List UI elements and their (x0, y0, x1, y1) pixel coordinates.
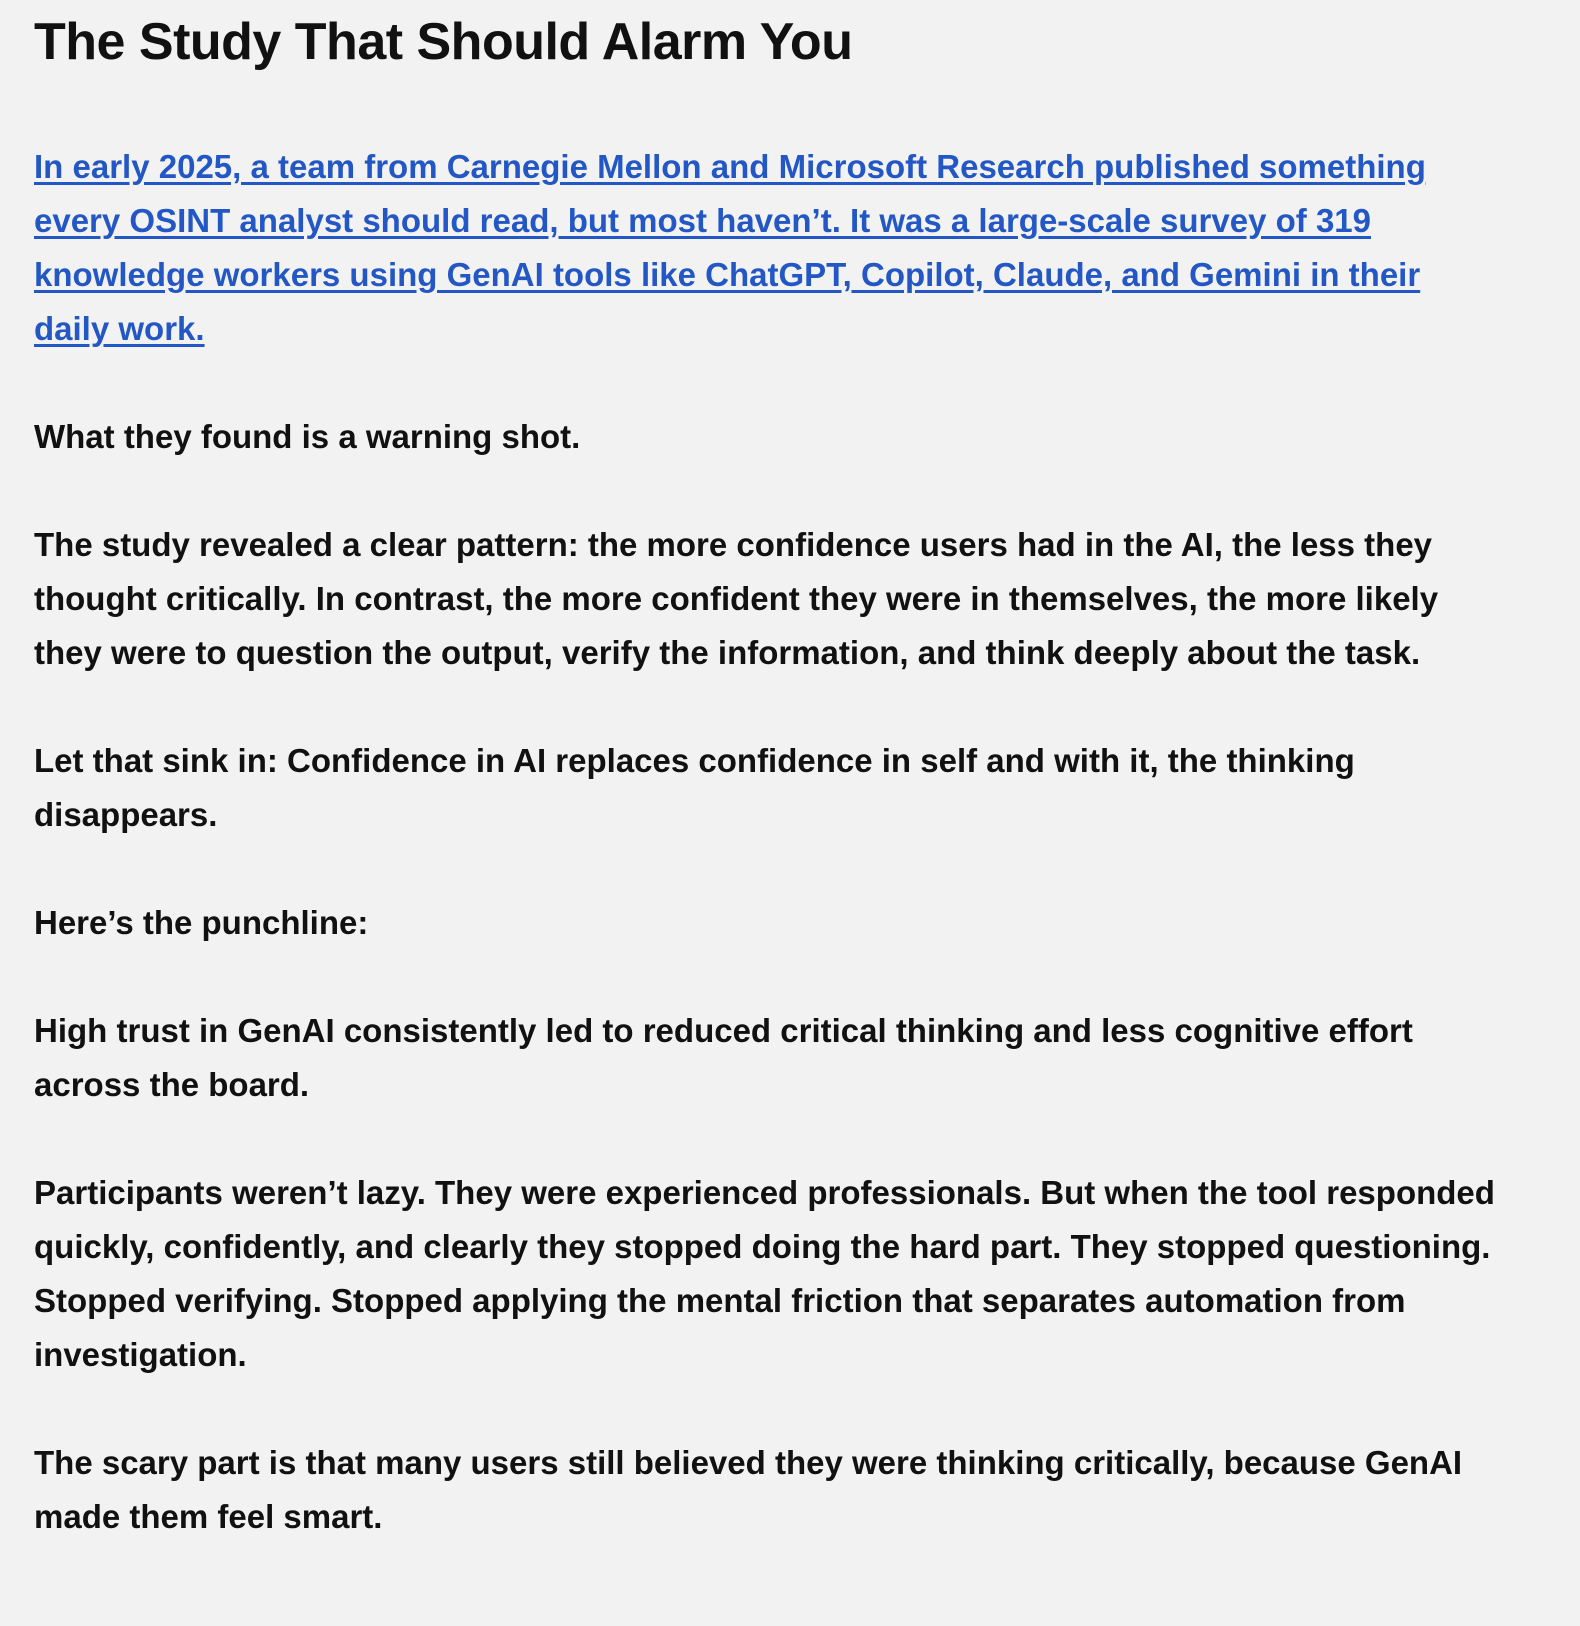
paragraph-let-that-sink-in: Let that sink in: Confidence in AI replaces confidence in self and with it, the thinking disappears. (34, 742, 1355, 833)
page-title: The Study That Should Alarm You (34, 13, 853, 71)
study-link[interactable]: In early 2025, a team from Carnegie Mellon and Microsoft Research published something every OSINT analyst should read, but most haven’t. It was a large-scale survey of 319 knowledge workers using GenAI tools like ChatGPT, Copilot, Claude, and Gemini in their daily work. (34, 148, 1426, 347)
paragraph-high-trust: High trust in GenAI consistently led to reduced critical thinking and less cognitive effort across the board. (34, 1012, 1413, 1103)
paragraph-warning-shot: What they found is a warning shot. (34, 418, 581, 455)
paragraph-study-pattern: The study revealed a clear pattern: the more confidence users had in the AI, the less they thought critically. In contrast, the more confident they were in themselves, the more likely they were to question the output, verify the information, and think deeply about the task. (34, 526, 1439, 671)
paragraph-participants: Participants weren’t lazy. They were experienced professionals. But when the tool responded quickly, confidently, and clearly they stopped doing the hard part. They stopped questioning. Stopped verifying. Stopped applying the mental friction that separates automation from investigation. (34, 1174, 1495, 1373)
paragraph-scary-part: The scary part is that many users still believed they were thinking critically, because GenAI made them feel smart. (34, 1444, 1463, 1535)
intro-paragraph (34, 140, 1504, 356)
paragraph-punchline-intro: Here’s the punchline: (34, 904, 369, 941)
